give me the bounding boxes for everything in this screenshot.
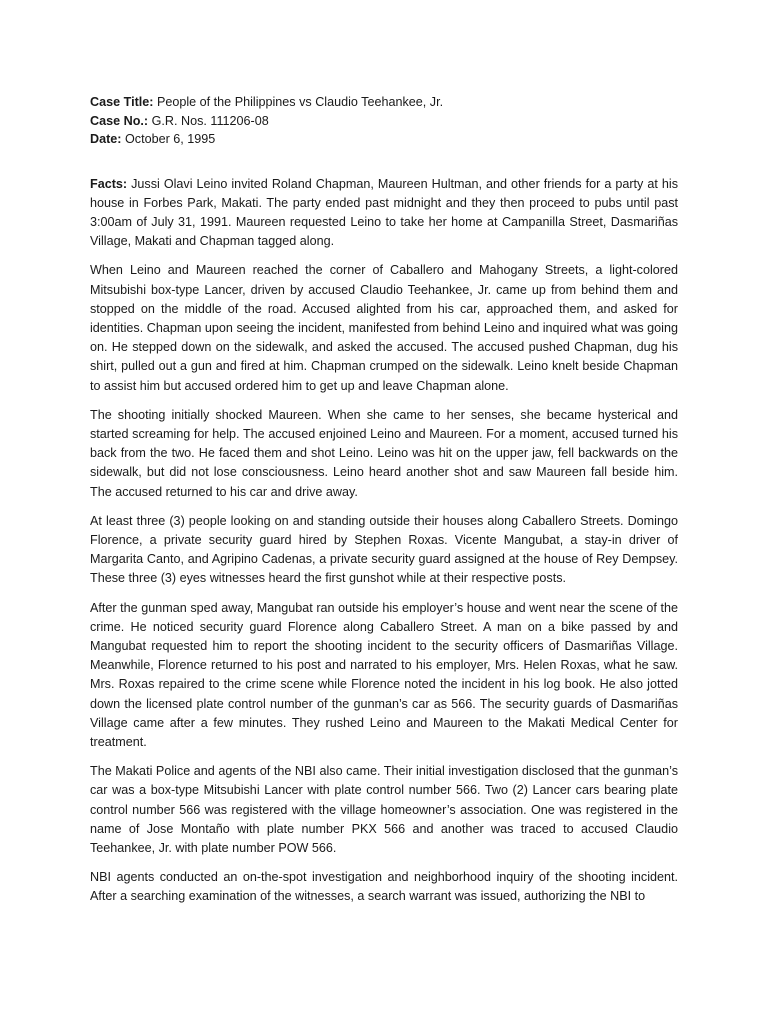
case-date-label: Date:	[90, 132, 122, 146]
facts-paragraph	[90, 175, 678, 252]
facts-label: Facts:	[90, 176, 128, 191]
case-title-label: Case Title:	[90, 95, 154, 109]
body-paragraph: When Leino and Maureen reached the corner of Caballero and Mahogany Streets, a light-colored Mitsubishi box-type Lancer, driven by accused Claudio Teehankee, Jr. came up from behind them and stopped on the middle of the road. Accused alighted from his car, approached them, and asked for identities. Chapman upon seeing the incident, manifested from behind Leino and inquired what was going on. He stepped down on the sidewalk, and asked the accused. The accused pushed Chapman, dug his shirt, pulled out a gun and fired at him. Chapman crumped on the sidewalk. Leino knelt beside Chapman to assist him but accused ordered him to get up and leave Chapman alone.	[90, 263, 678, 393]
case-date-line	[90, 130, 678, 149]
case-header	[90, 93, 678, 149]
body-paragraph: The Makati Police and agents of the NBI also came. Their initial investigation disclosed that the gunman’s car was a box-type Mitsubishi Lancer with plate control number 566. Two (2) Lancer cars bearing plate control number 566 was registered with the village homeowner’s association. One was registered in the name of Jose Montaño with plate number PKX 566 and another was traced to accused Claudio Teehankee, Jr. with plate number POW 566.	[90, 764, 678, 855]
document-page	[90, 93, 678, 917]
case-number-label: Case No.:	[90, 113, 149, 128]
body-paragraph: At least three (3) people looking on and standing outside their houses along Caballero Streets. Domingo Florence, a private security guard hired by Stephen Roxas. Vicente Mangubat, a stay-in driver of Margarita Canto, and Agripino Cadenas, a private security guard assigned at the house of Rey Dempsey. These three (3) eyes witnesses heard the first gunshot while at their respective posts.	[90, 513, 678, 586]
case-date-value: October 6, 1995	[121, 132, 216, 146]
facts-text: Jussi Olavi Leino invited Roland Chapman, Maureen Hultman, and other friends for a party at his house in Forbes Park, Makati. The party ended past midnight and they then proceed to pubs until past 3:00am of July 31, 1991. Maureen requested Leino to take her home at Campanilla Street, Dasmariñas Village, Makati and Chapman tagged along.	[90, 176, 678, 249]
case-title-value: People of the Philippines vs Claudio Teehankee, Jr.	[153, 95, 444, 109]
body-paragraph: After the gunman sped away, Mangubat ran outside his employer’s house and went near the scene of the crime. He noticed security guard Florence along Caballero Street. A man on a bike passed by and Mangubat requested him to report the shooting incident to the security officers of Dasmariñas Village. Meanwhile, Florence returned to his post and narrated to his employer, Mrs. Helen Roxas, what he saw. Mrs. Roxas repaired to the crime scene while Florence noted the incident in his log book. He also jotted down the licensed plate control number of the gunman’s car as 566. The security guards of Dasmariñas Village came after a few minutes. They rushed Leino and Maureen to the Makati Medical Center for treatment.	[90, 600, 678, 749]
body-paragraph: NBI agents conducted an on-the-spot investigation and neighborhood inquiry of the shooting incident. After a searching examination of the witnesses, a search warrant was issued, authorizing the NBI to	[90, 870, 678, 904]
case-number-line	[90, 112, 678, 131]
case-title-line	[90, 93, 678, 112]
body-paragraph: The shooting initially shocked Maureen. When she came to her senses, she became hysterical and started screaming for help. The accused enjoined Leino and Maureen. For a moment, accused turned his back from the two. He faced them and shot Leino. Leino was hit on the upper jaw, fell backwards on the sidewalk, but did not lose consciousness. Leino heard another shot and saw Maureen fall beside him. The accused returned to his car and drive away.	[90, 407, 678, 499]
case-number-value: G.R. Nos. 111206-08	[148, 113, 269, 128]
